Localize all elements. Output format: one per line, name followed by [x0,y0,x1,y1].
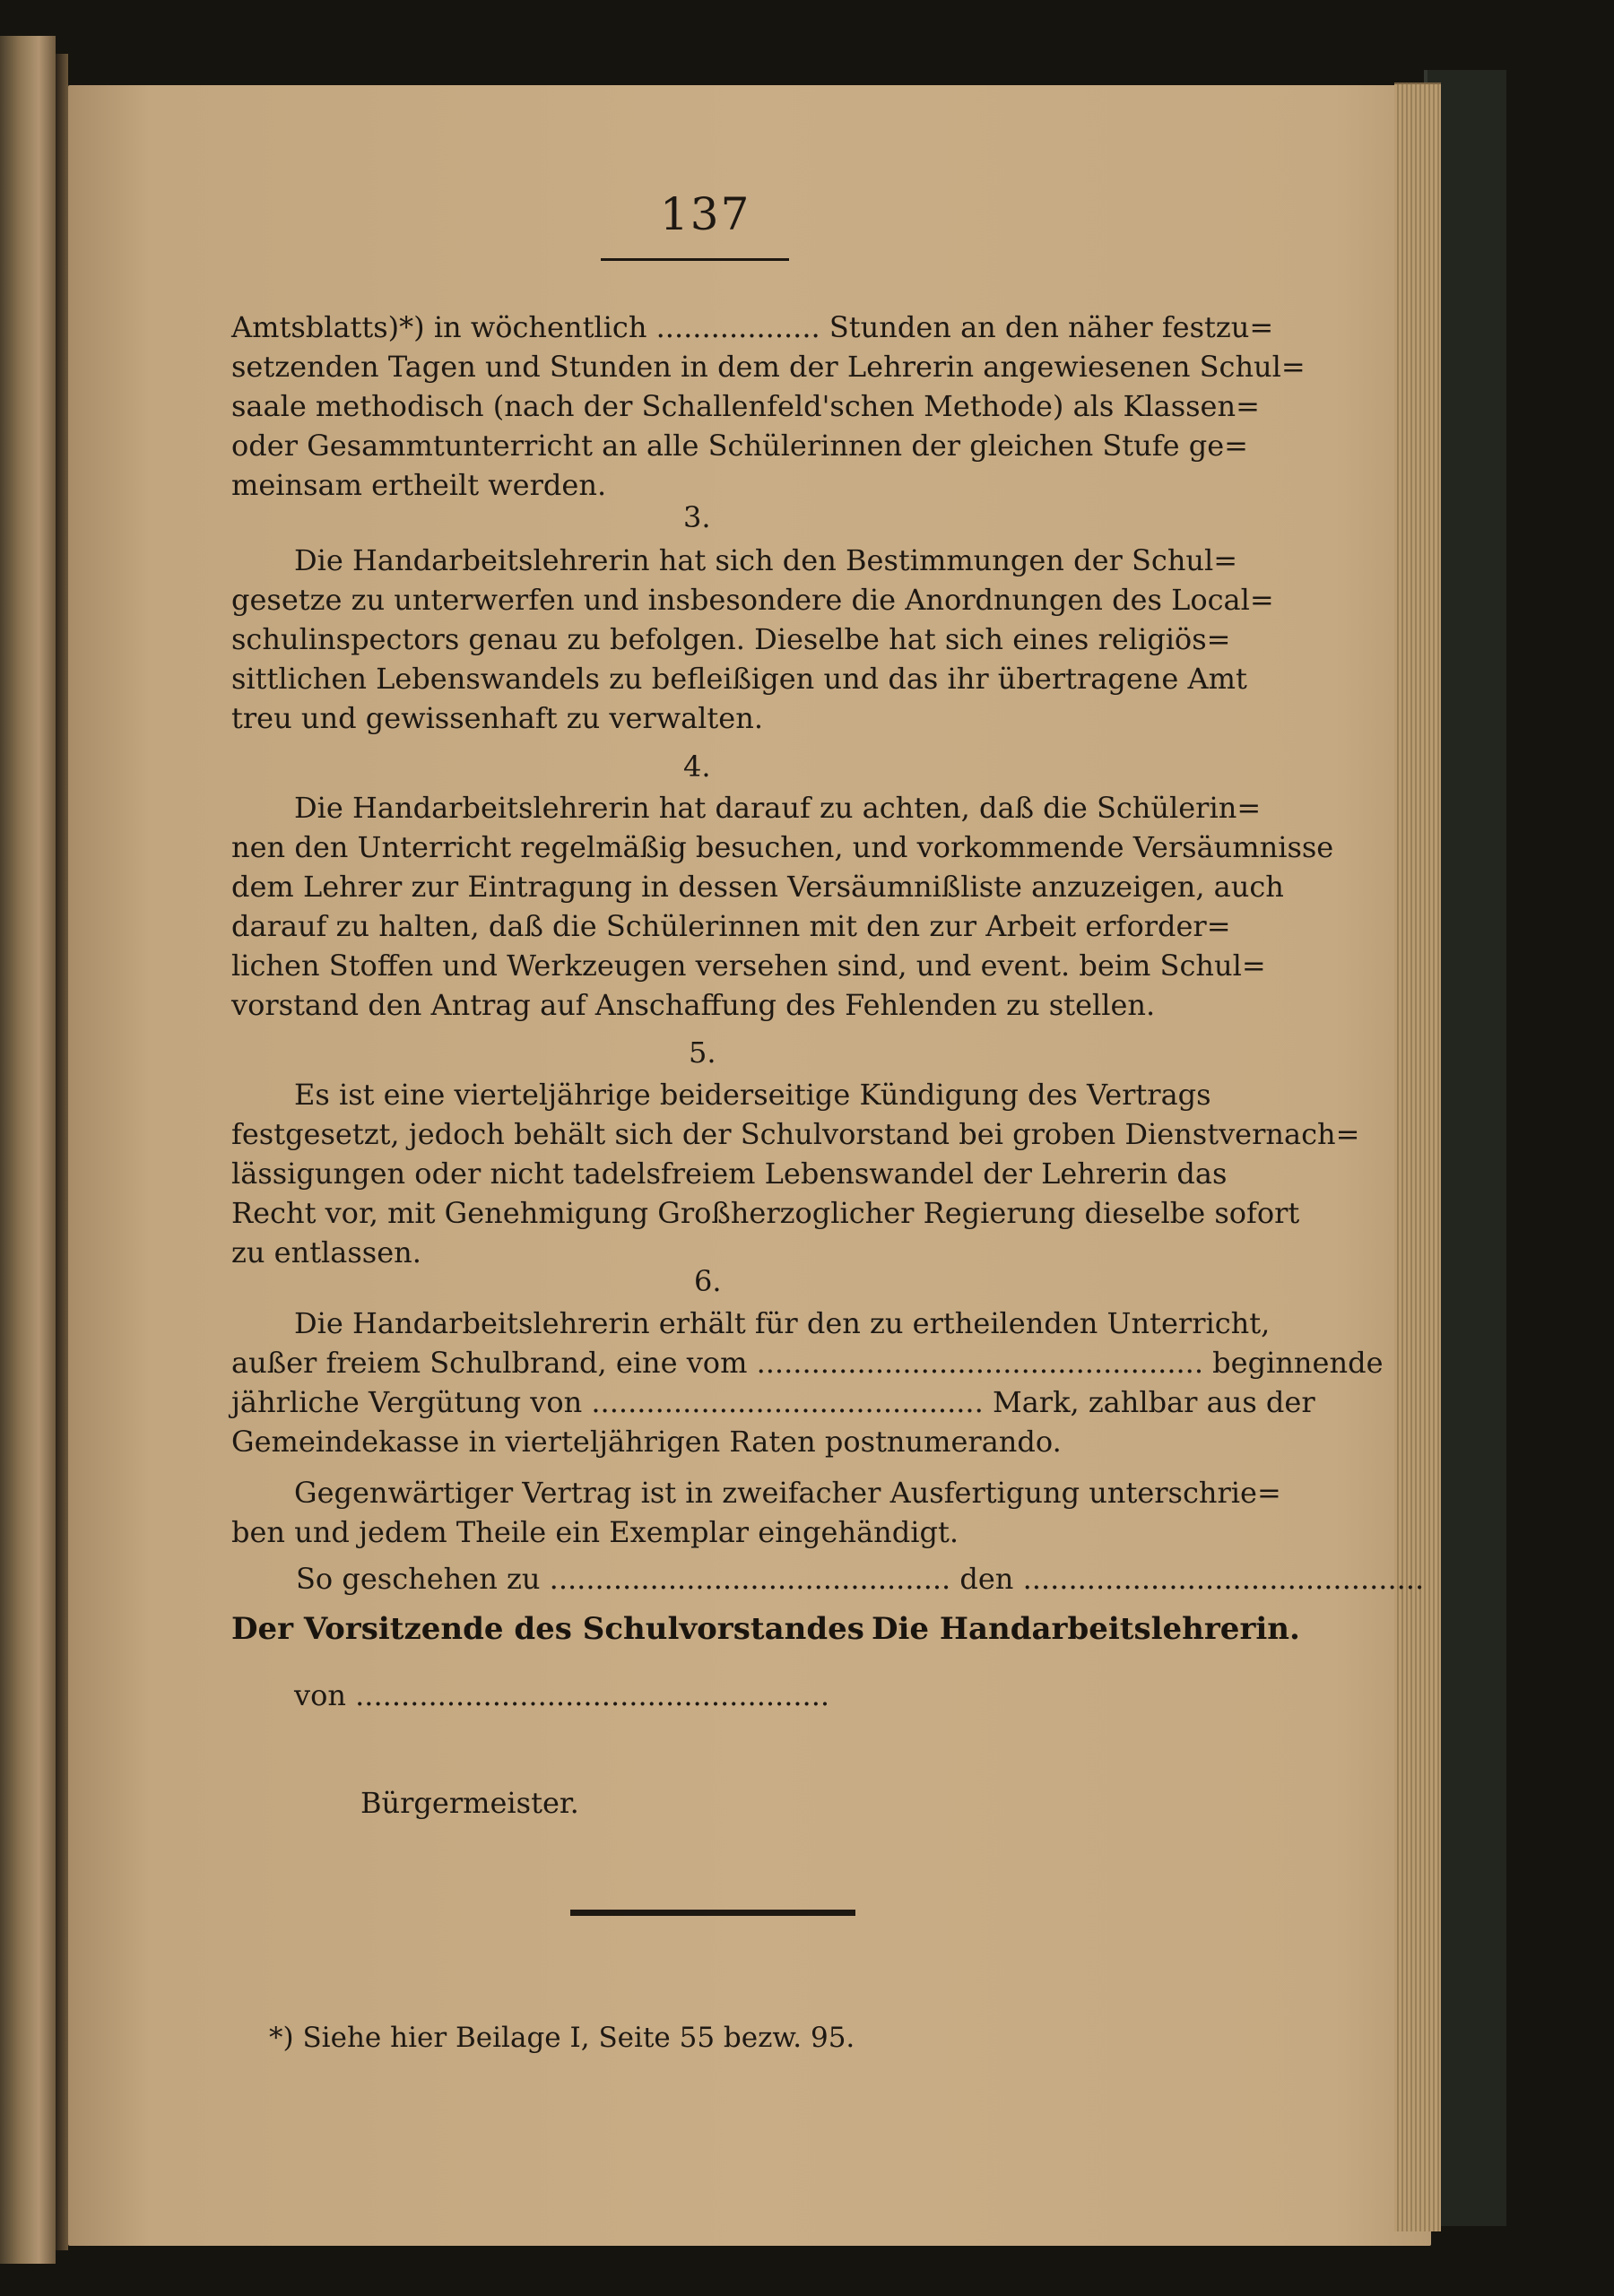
text-line: Gegenwärtiger Vertrag ist in zweifacher Ausfertigung unterschrie= [294,1476,1281,1510]
text-line: jährliche Vergütung von ........................................... Mark, zahlbar aus der [231,1385,1315,1419]
section-number: 6. [694,1264,722,1298]
page-fore-edge [1394,82,1441,2231]
text-line: ben und jedem Theile ein Exemplar eingehändigt. [231,1515,959,1549]
text-line: Recht vor, mit Genehmigung Großherzoglicher Regierung dieselbe sofort [231,1196,1300,1230]
text-line: meinsam ertheilt werden. [231,468,607,502]
page-number: 137 [660,188,751,240]
text-line: Die Handarbeitslehrerin hat darauf zu achten, daß die Schülerin= [294,791,1262,825]
text-line: sittlichen Lebenswandels zu befleißigen und das ihr übertragene Amt [231,662,1247,696]
section-number: 3. [683,500,711,534]
text-line: lässigungen oder nicht tadelsfreiem Lebenswandel der Lehrerin das [231,1157,1228,1191]
text-line: schulinspectors genau zu befolgen. Dieselbe hat sich eines religiös= [231,622,1231,656]
closing-rule [570,1910,855,1916]
text-line: vorstand den Antrag auf Anschaffung des Fehlenden zu stellen. [231,988,1156,1022]
section-number: 5. [689,1035,716,1070]
book-gutter [56,54,68,2250]
header-rule [601,258,789,261]
section-number: 4. [683,749,711,784]
text-line: Gemeindekasse in vierteljährigen Raten postnumerando. [231,1425,1062,1459]
text-line: gesetze zu unterwerfen und insbesondere die Anordnungen des Local= [231,583,1274,617]
text-line: setzenden Tagen und Stunden in dem der Lehrerin angewiesenen Schul= [231,350,1306,384]
text-line: zu entlassen. [231,1235,421,1269]
signature-teacher: Die Handarbeitslehrerin. [872,1611,1300,1647]
text-line: lichen Stoffen und Werkzeugen versehen sind, und event. beim Schul= [231,949,1266,983]
text-line: Amtsblatts)*) in wöchentlich .................. Stunden an den näher festzu= [231,310,1274,344]
text-line: Es ist eine vierteljährige beiderseitige Kündigung des Vertrags [294,1078,1211,1112]
text-line: Die Handarbeitslehrerin hat sich den Bestimmungen der Schul= [294,543,1238,577]
text-line: darauf zu halten, daß die Schülerinnen mit den zur Arbeit erforder= [231,909,1231,943]
text-line: saale methodisch (nach der Schallenfeld'schen Methode) als Klassen= [231,389,1260,423]
signature-chair: Der Vorsitzende des Schulvorstandes [231,1611,864,1647]
text-line: festgesetzt, jedoch behält sich der Schulvorstand bei groben Dienstvernach= [231,1117,1360,1151]
text-line: dem Lehrer zur Eintragung in dessen Versäumnißliste anzuzeigen, auch [231,870,1284,904]
footnote: *) Siehe hier Beilage I, Seite 55 bezw. 95. [269,2022,855,2054]
mayor-title: Bürgermeister. [360,1786,579,1820]
place-date-line: So geschehen zu ............................................ den ............................................ [296,1562,1425,1596]
text-line: nen den Unterricht regelmäßig besuchen, und vorkommende Versäumnisse [231,830,1334,864]
text-line: Die Handarbeitslehrerin erhält für den zu ertheilenden Unterricht, [294,1306,1271,1340]
text-line: außer freiem Schulbrand, eine vom ................................................. beginnende [231,1346,1384,1380]
text-line: treu und gewissenhaft zu verwalten. [231,701,763,735]
von-line: von .................................................... [294,1678,830,1712]
text-line: oder Gesammtunterricht an alle Schülerinnen der gleichen Stufe ge= [231,429,1248,463]
left-page-edge [0,36,56,2264]
